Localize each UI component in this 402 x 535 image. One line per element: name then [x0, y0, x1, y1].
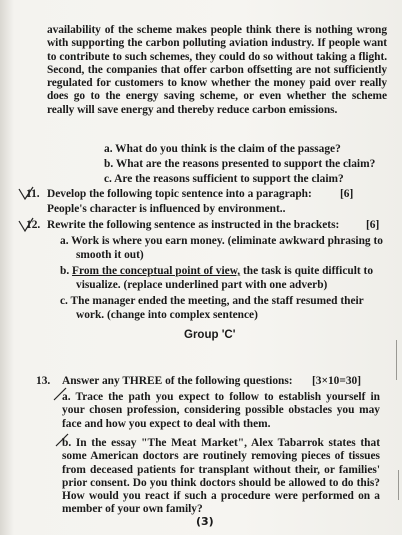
scan-edge-mark — [398, 470, 399, 500]
q13-a: a. Trace the path you expect to follow to establish yourself in your chosen profession, considering possible obstacles you may face and how you expect to deal with them. — [62, 391, 380, 430]
q11-number: 11. — [26, 188, 40, 200]
q12-b-line1: b. From the conceptual point of view, the task is quite difficult to — [60, 265, 374, 277]
q10-c: c. Are the reasons sufficient to support the claim? — [104, 173, 344, 185]
q12-a-line2: smooth it out) — [76, 249, 144, 261]
q12-number: 12. — [26, 219, 41, 231]
q10-b: b. What are the reasons presented to support the claim? — [104, 158, 376, 170]
q10-a: a. What do you think is the claim of the passage? — [104, 143, 341, 155]
q12-b-rest: the task is quite difficult to — [240, 265, 374, 277]
q12-c-line2: work. (change into complex sentence) — [76, 309, 258, 321]
q11-sentence: People's character is influenced by environment.. — [47, 203, 286, 215]
q11-prompt: Develop the following topic sentence into a paragraph: — [47, 188, 312, 200]
q12-prompt: Rewrite the following sentence as instructed in the brackets: — [47, 219, 340, 231]
q13-marks: [3×10=30] — [312, 375, 362, 387]
group-heading: Group 'C' — [184, 329, 236, 341]
q12-b-underlined: From the conceptual point of view, — [72, 265, 241, 277]
pen-slash-a-icon — [52, 386, 68, 402]
q13-number: 13. — [36, 375, 51, 387]
q13-b: b. In the essay "The Meat Market", Alex Tabarrok states that some American doctors are routinely removing pieces of tissues from deceased patients for transplant without their, or families' prior consent. Do you think doctors should be allowed to do this? How would you react if such a procedure were performed on a member of your own family? — [62, 437, 380, 516]
q12-b-line2: visualize. (replace underlined part with one adverb) — [76, 279, 328, 291]
passage-text: availability of the scheme makes people think there is nothing wrong with supporting the carbon polluting aviation industry. If people want to contribute to such schemes, they could do so without taking a flight. Second, the companies that offer carbon offsetting are not sufficiently regulated for customers to know whether the money paid over really does go to the energy saving scheme, or even whether the scheme really will save energy and thereby reduce carbon emissions. — [47, 24, 387, 116]
pen-slash-b-icon — [54, 432, 70, 448]
pen-tick-marks-icon — [16, 185, 36, 233]
page-number: (3) — [196, 515, 214, 528]
q12-c-line1: c. The manager ended the meeting, and the staff resumed their — [60, 295, 364, 307]
q11-marks: [6] — [340, 188, 354, 200]
q12-marks: [6] — [366, 219, 380, 231]
q12-a-line1: a. Work is where you earn money. (eliminate awkward phrasing to — [60, 235, 383, 247]
q13-prompt: Answer any THREE of the following questions: — [62, 375, 293, 387]
scan-edge-mark — [396, 340, 397, 380]
